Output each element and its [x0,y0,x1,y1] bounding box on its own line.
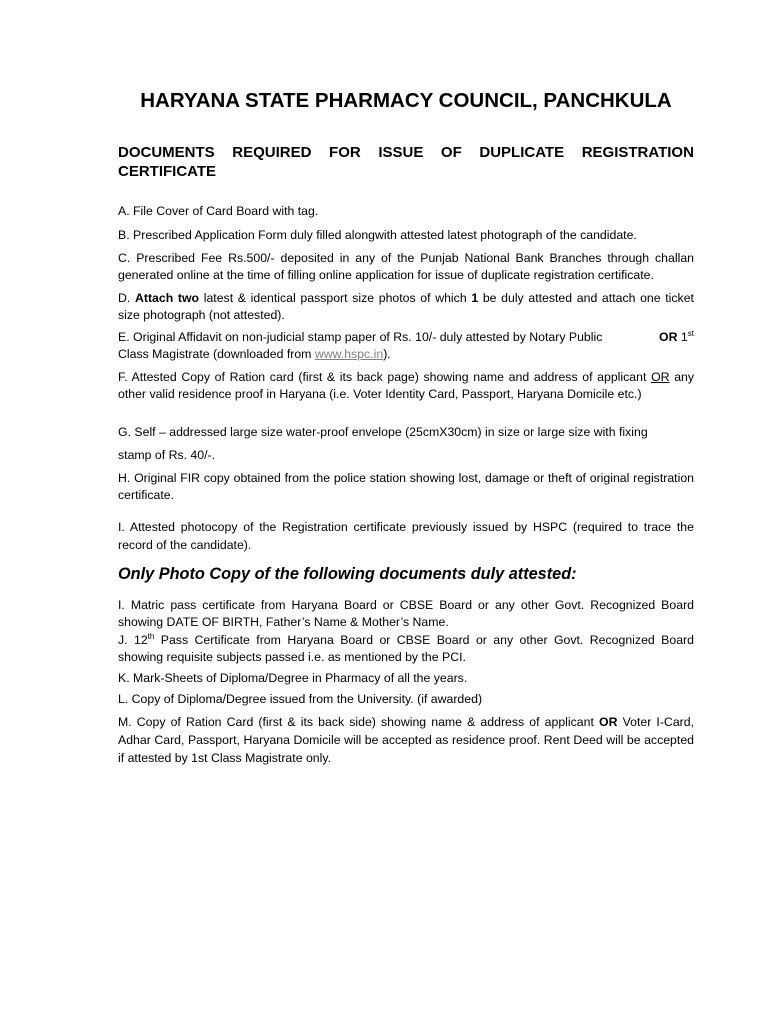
photo-copy-item-j-text: Pass Certificate from Haryana Board or CBSE Board or any other Govt. Recognized Board showing requisite subjects passed i.e. as mentioned by the PCI. [118,633,694,664]
photo-copy-item-m-text: M. Copy of Ration Card (first & its back side) showing name & address of applicant [118,715,594,729]
council-title: HARYANA STATE PHARMACY COUNCIL, PANCHKULA [140,89,672,112]
subtitle-word: DOCUMENTS [118,144,215,161]
requirement-d [118,290,694,324]
requirement-d-rest: be duly attested and attach one ticket size photograph (not attested). [118,291,694,322]
subtitle-word: ISSUE [378,144,424,161]
requirement-e-ordinal-suffix: st [687,328,694,338]
requirement-g-line-1: G. Self – addressed large size water-proof envelope (25cmX30cm) in size or large size with fixing [118,425,648,439]
subtitle-word: OF [440,144,462,161]
requirement-e-line-2-text: Class Magistrate (downloaded from [118,347,312,361]
requirement-f-rest: any other valid residence proof in Haryana (i.e. Voter Identity Card, Passport, Haryana Domicile etc.) [118,370,695,401]
requirement-g [118,424,694,464]
document-subtitle [118,143,694,181]
requirement-b: B. Prescribed Application Form duly filled alongwith attested latest photograph of the candidate. [118,228,637,242]
requirement-c: C. Prescribed Fee Rs.500/- deposited in any of the Punjab National Bank Branches through challan generated online at the time of filling online application for issue of duplicate registration certificate. [118,251,694,282]
photo-copy-item-j [118,632,694,666]
requirement-d-prefix: D. [118,291,131,305]
photo-copy-item-k: K. Mark-Sheets of Diploma/Degree in Pharmacy of all the years. [118,671,468,685]
requirement-d-bold-one: 1 [471,291,479,305]
requirement-e-bold-or: OR [659,330,678,344]
requirement-i: I. Attested photocopy of the Registration certificate previously issued by HSPC (required to trace the record of the candidate). [118,520,694,552]
subtitle-line-2: CERTIFICATE [118,163,217,180]
hspc-website-link[interactable]: www.hspc.in [314,347,384,361]
photo-copy-item-m [118,713,694,767]
subtitle-word: DUPLICATE [479,144,565,161]
photo-copy-item-i: I. Matric pass certificate from Haryana Board or CBSE Board or any other Govt. Recognized Board showing DATE OF BIRTH, Father’s Name & Mother’s Name. [118,598,694,629]
subtitle-word: REQUIRED [232,144,312,161]
subtitle-word: REGISTRATION [581,144,694,161]
requirement-g-line-2: stamp of Rs. 40/-. [118,448,216,462]
photo-copy-item-l: L. Copy of Diploma/Degree issued from the University. (if awarded) [118,692,483,706]
requirement-e-line-2-end: ). [383,347,391,361]
requirement-d-bold-attach-two: Attach two [134,291,200,305]
requirement-e-text: E. Original Affidavit on non-judicial stamp paper of Rs. 10/- duly attested by Notary Public [118,330,603,344]
requirement-e [118,329,694,363]
subtitle-word: FOR [329,144,361,161]
requirement-f [118,369,694,403]
requirement-f-text: F. Attested Copy of Ration card (first & its back page) showing name and address of applicant [118,370,647,384]
requirement-a: A. File Cover of Card Board with tag. [118,204,319,218]
requirement-h: H. Original FIR copy obtained from the police station showing lost, damage or theft of original registration certificate. [118,471,694,502]
photo-copy-item-j-suffix: th [147,631,155,641]
photo-copy-item-m-bold-or: OR [599,715,618,729]
requirement-e-ordinal: 1 [680,330,688,344]
photo-copy-item-j-prefix: J. 12 [118,633,148,647]
photo-copy-item-m-rest: Voter I-Card, Adhar Card, Passport, Haryana Domicile will be accepted as residence proof. Rent Deed will be accepted if attested by 1st Class Magistrate only. [118,715,695,765]
photo-copy-section-heading: Only Photo Copy of the following documents duly attested: [118,565,577,583]
requirement-e-line-1 [118,329,694,346]
requirement-e-line-2 [118,346,694,363]
requirement-f-underlined-or: OR [651,370,670,384]
subtitle-line-1 [118,143,694,162]
requirement-d-middle: latest & identical passport size photos of which [203,291,467,305]
